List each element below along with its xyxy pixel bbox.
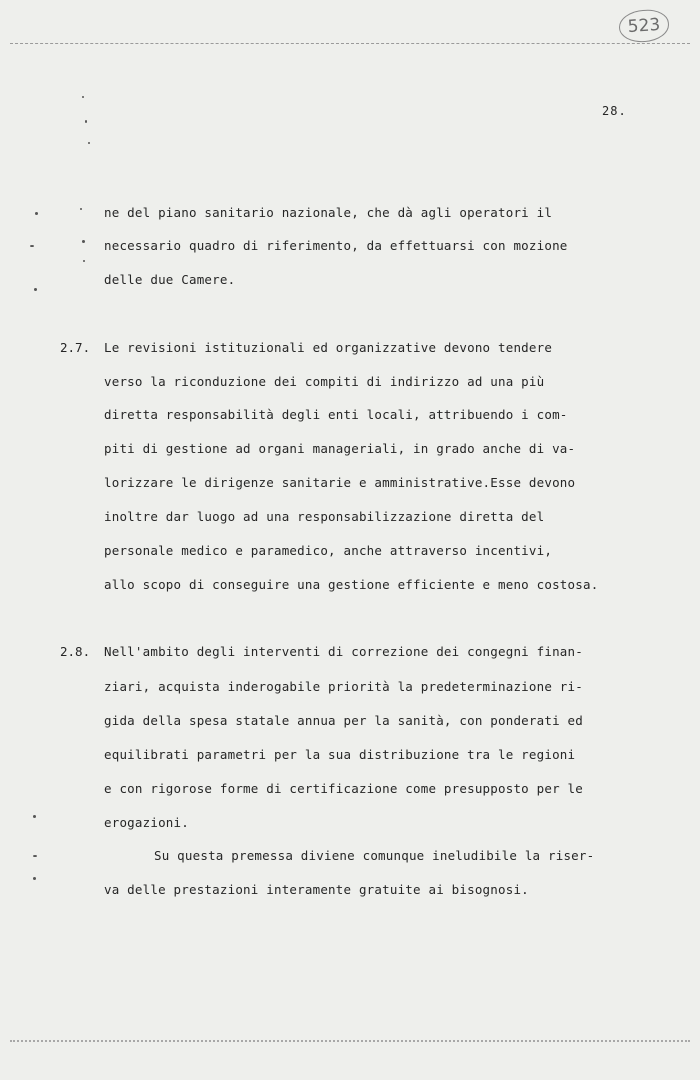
text-line: allo scopo di conseguire una gestione efficiente e meno costosa.	[104, 577, 599, 592]
text-line: delle due Camere.	[104, 272, 236, 287]
left-edge-mark	[35, 212, 38, 215]
left-edge-mark	[30, 245, 34, 247]
top-margin-rule	[10, 43, 690, 44]
text-line: Su questa premessa diviene comunque ineludibile la riser-	[154, 848, 595, 863]
left-edge-mark	[33, 815, 36, 818]
text-line: personale medico e paramedico, anche attraverso incentivi,	[104, 543, 553, 558]
left-edge-mark	[34, 288, 37, 291]
text-line: verso la riconduzione dei compiti di indirizzo ad una più	[104, 374, 545, 389]
section-number: 2.8.	[60, 644, 91, 659]
text-line: piti di gestione ad organi manageriali, in grado anche di va-	[104, 441, 576, 456]
text-line: va delle prestazioni interamente gratuite ai bisognosi.	[104, 882, 529, 897]
page-number: 28.	[602, 104, 627, 118]
text-line: Nell'ambito degli interventi di correzione dei congegni finan-	[104, 644, 583, 659]
left-edge-mark	[33, 855, 37, 857]
text-line: e con rigorose forme di certificazione come presupposto per le	[104, 781, 583, 796]
text-line: gida della spesa statale annua per la sanità, con ponderati ed	[104, 713, 583, 728]
text-line: Le revisioni istituzionali ed organizzative devono tendere	[104, 340, 553, 355]
text-line: inoltre dar luogo ad una responsabilizzazione diretta del	[104, 509, 545, 524]
text-line: ne del piano sanitario nazionale, che dà agli operatori il	[104, 205, 553, 220]
margin-marks	[76, 90, 106, 290]
archive-stamp	[618, 8, 670, 43]
section-number: 2.7.	[60, 340, 91, 355]
text-line: necessario quadro di riferimento, da effettuarsi con mozione	[104, 238, 568, 253]
text-line: equilibrati parametri per la sua distribuzione tra le regioni	[104, 747, 576, 762]
text-line: lorizzare le dirigenze sanitarie e amministrative.Esse devono	[104, 475, 576, 490]
text-line: erogazioni.	[104, 815, 189, 830]
archive-stamp-number: 523	[627, 14, 661, 38]
left-edge-mark	[33, 877, 36, 880]
bottom-margin-rule	[10, 1040, 690, 1042]
text-line: diretta responsabilità degli enti locali, attribuendo i com-	[104, 407, 568, 422]
text-line: ziari, acquista inderogabile priorità la predeterminazione ri-	[104, 679, 583, 694]
